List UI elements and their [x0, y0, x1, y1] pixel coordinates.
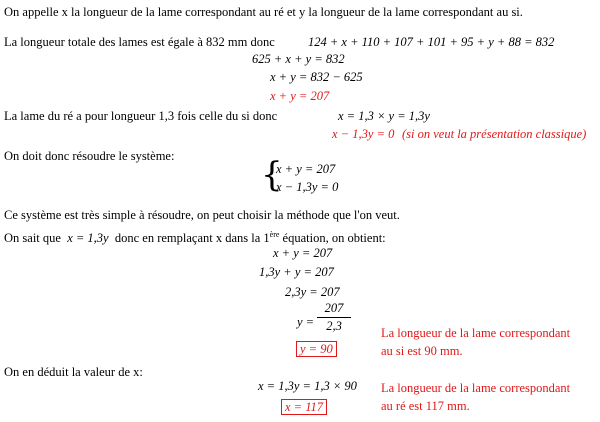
superscript-ere: ère — [269, 230, 280, 239]
solve-step-1: x + y = 207 — [273, 246, 333, 260]
equation-step-2: x + y = 832 − 625 — [270, 70, 363, 84]
fraction-lhs: y = — [297, 315, 315, 329]
substitution-text-a: On sait que — [4, 231, 61, 246]
substitution-text-c: équation, on obtient: — [282, 231, 386, 246]
note-y-line-1: La longueur de la lame correspondant — [381, 326, 571, 340]
system-brace: { — [261, 155, 283, 195]
system-row-2: x − 1,3y = 0 — [276, 180, 339, 194]
fraction-numerator: 207 — [324, 301, 344, 315]
result-y-box: y = 90 — [296, 341, 337, 357]
note-y-line-2: au si est 90 mm. — [381, 344, 463, 358]
equation-step-3: x + y = 207 — [270, 89, 330, 103]
fraction-denominator: 2,3 — [326, 319, 342, 333]
result-x-box: x = 117 — [281, 399, 327, 415]
intro-line: On appelle x la longueur de la lame correspondant au ré et y la longueur de la lame correspondant au si. — [4, 5, 523, 19]
substitution-text-b: donc en remplaçant x dans la 1 — [114, 231, 270, 246]
fraction — [317, 301, 351, 334]
solve-step-3: 2,3y = 207 — [285, 285, 340, 299]
solve-step-2: 1,3y + y = 207 — [259, 265, 334, 279]
method-line: Ce système est très simple à résoudre, on peut choisir la méthode que l'on veut. — [4, 208, 400, 222]
equation-step-1: 625 + x + y = 832 — [252, 52, 345, 66]
fraction-bar — [317, 317, 351, 318]
system-row-1: x + y = 207 — [276, 162, 336, 176]
relation-classic-equation: x − 1,3y = 0 — [332, 127, 395, 141]
relation-text: La lame du ré a pour longueur 1,3 fois celle du si donc — [4, 109, 278, 123]
note-x-line-2: au ré est 117 mm. — [381, 399, 470, 413]
relation-classic-note: (si on veut la présentation classique) — [402, 127, 587, 141]
system-intro: On doit donc résoudre le système: — [4, 149, 175, 163]
total-length-text: La longueur totale des lames est égale à 832 mm donc — [4, 35, 275, 49]
relation-equation: x = 1,3 × y = 1,3y — [338, 109, 430, 123]
note-x-line-1: La longueur de la lame correspondant — [381, 381, 571, 395]
deduce-equation: x = 1,3y = 1,3 × 90 — [258, 379, 357, 393]
substitution-equation: x = 1,3y — [67, 231, 109, 246]
total-length-equation: 124 + x + 110 + 107 + 101 + 95 + y + 88 = 832 — [308, 35, 555, 49]
deduce-intro: On en déduit la valeur de x: — [4, 365, 143, 379]
substitution-line — [4, 228, 386, 245]
